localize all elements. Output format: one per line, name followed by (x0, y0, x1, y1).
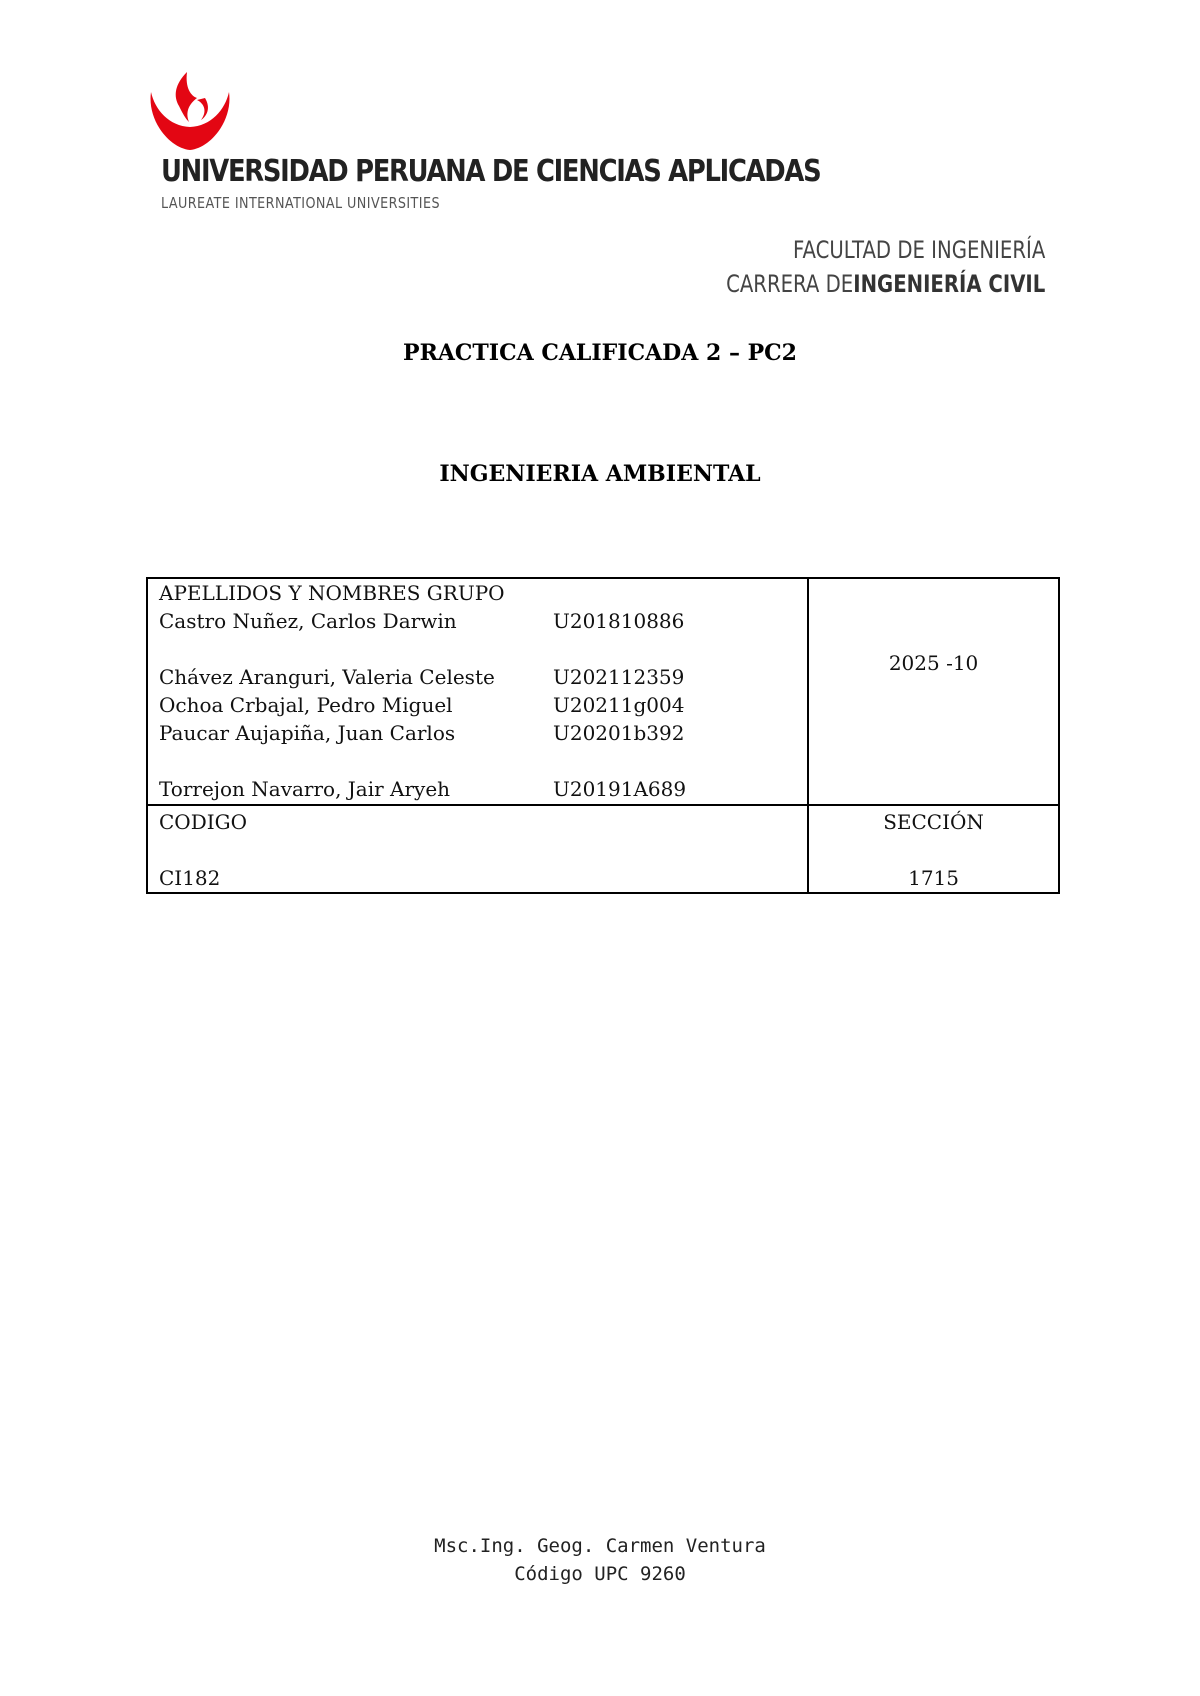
member-row (148, 607, 807, 635)
career-name: INGENIERÍA CIVIL (852, 270, 1045, 298)
member-row (148, 663, 807, 691)
member-row (148, 719, 807, 747)
group-info-table (146, 577, 1060, 894)
code-value: CI182 (159, 866, 221, 890)
course-code-cell (147, 805, 808, 893)
members-header-row (148, 579, 807, 607)
code-label: CODIGO (159, 810, 248, 834)
member-code: U20191A689 (553, 777, 687, 801)
member-row (148, 775, 807, 803)
faculty-name: FACULTAD DE INGENIERÍA (792, 236, 1045, 264)
university-network: LAUREATE INTERNATIONAL UNIVERSITIES (161, 194, 440, 212)
academic-period: 2025 -10 (888, 651, 979, 675)
member-code: U201810886 (553, 609, 685, 633)
member-row (148, 691, 807, 719)
member-name: Ochoa Crbajal, Pedro Miguel (159, 693, 453, 717)
members-cell (147, 578, 808, 805)
teacher-code: Código UPC 9260 (514, 1563, 686, 1585)
member-code: U20201b392 (553, 721, 685, 745)
section-value: 1715 (908, 866, 959, 890)
member-code: U202112359 (553, 665, 685, 689)
document-title: PRACTICA CALIFICADA 2 – PC2 (403, 340, 797, 366)
section-cell (808, 805, 1059, 893)
member-name: Paucar Aujapiña, Juan Carlos (159, 721, 456, 745)
period-cell (808, 578, 1059, 805)
university-name: UNIVERSIDAD PERUANA DE CIENCIAS APLICADAS (161, 154, 821, 189)
members-header: APELLIDOS Y NOMBRES GRUPO (159, 581, 505, 605)
member-name: Chávez Aranguri, Valeria Celeste (159, 665, 495, 689)
section-label: SECCIÓN (883, 810, 984, 834)
faculty-block (656, 233, 1045, 301)
upc-flame-logo-icon (145, 70, 235, 152)
career-line (726, 267, 1045, 301)
teacher-name: Msc.Ing. Geog. Carmen Ventura (434, 1535, 766, 1557)
member-name: Torrejon Navarro, Jair Aryeh (159, 777, 451, 801)
member-code: U20211g004 (553, 693, 685, 717)
course-name: INGENIERIA AMBIENTAL (439, 461, 761, 487)
member-name: Castro Nuñez, Carlos Darwin (159, 609, 457, 633)
career-prefix: CARRERA DE (725, 270, 853, 298)
